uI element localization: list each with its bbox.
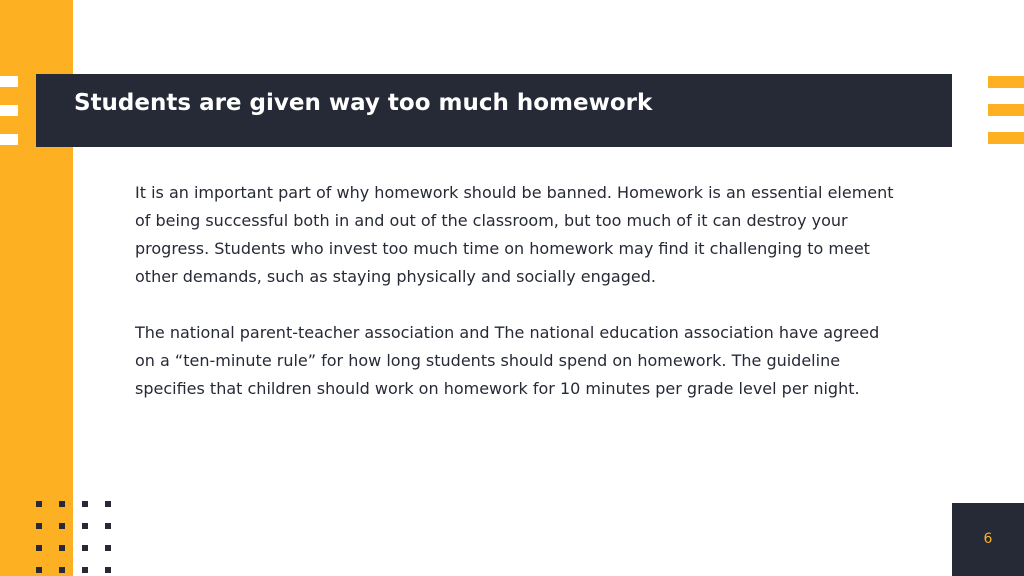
title-band (36, 74, 952, 147)
page-number-box (952, 503, 1024, 576)
left-tick (0, 105, 18, 116)
slide-body (135, 179, 895, 431)
decorative-dot (36, 545, 42, 551)
right-tick (988, 76, 1024, 88)
decorative-dot (36, 567, 42, 573)
right-tick-marks (988, 76, 1024, 160)
decorative-dot (105, 523, 111, 529)
body-paragraph: The national parent-teacher association and The national education association have agreed on a “ten-minute rule” for how long students should spend on homework. The guideline specifies that children should work on homework for 10 minutes per grade level per night. (135, 323, 880, 398)
decorative-dot (82, 545, 88, 551)
right-tick (988, 104, 1024, 116)
body-paragraph: It is an important part of why homework should be banned. Homework is an essential element of being successful both in and out of the classroom, but too much of it can destroy your progress. Students who invest too much time on homework may find it challenging to meet other demands, such as staying physically and socially engaged. (135, 183, 894, 286)
left-tick (0, 134, 18, 145)
decorative-dot (59, 501, 65, 507)
decorative-dot-grid (36, 501, 116, 576)
decorative-dot (59, 523, 65, 529)
slide-title: Students are given way too much homework (74, 90, 653, 116)
decorative-dot (36, 501, 42, 507)
left-tick-marks (0, 76, 18, 163)
decorative-dot (105, 545, 111, 551)
decorative-dot (82, 567, 88, 573)
decorative-dot (82, 523, 88, 529)
right-tick (988, 132, 1024, 144)
decorative-dot (59, 545, 65, 551)
decorative-dot (59, 567, 65, 573)
left-tick (0, 76, 18, 87)
decorative-dot (82, 501, 88, 507)
decorative-dot (105, 567, 111, 573)
decorative-dot (105, 501, 111, 507)
page-number: 6 (983, 531, 993, 547)
decorative-dot (36, 523, 42, 529)
